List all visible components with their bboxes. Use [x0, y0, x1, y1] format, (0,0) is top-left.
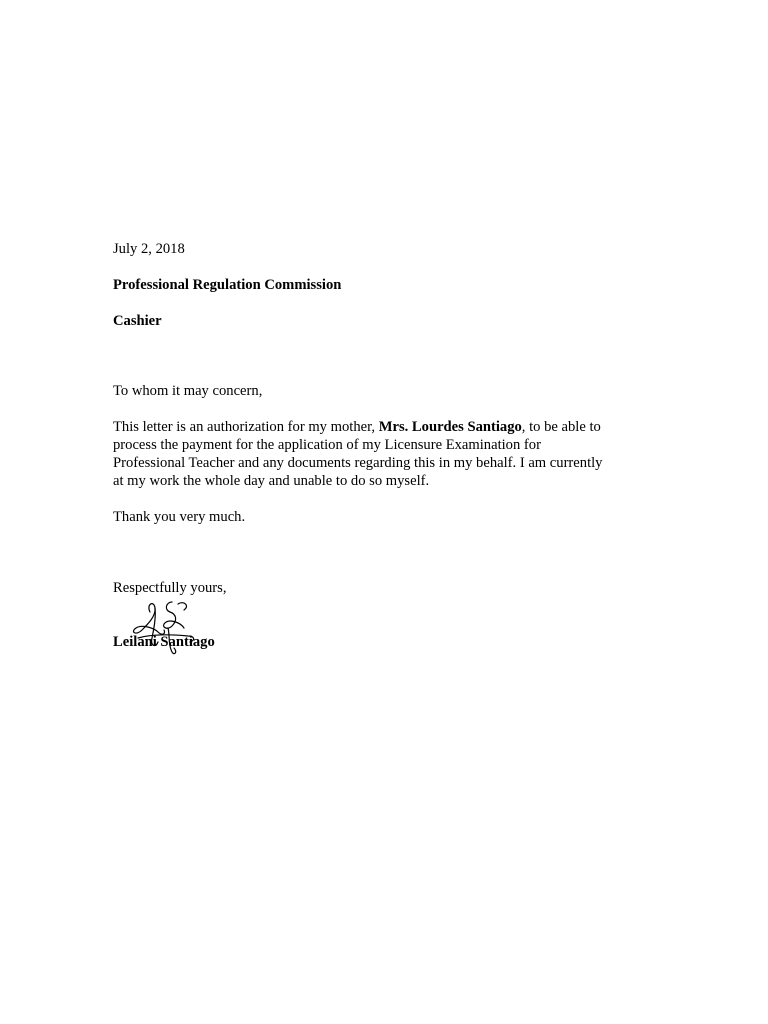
- recipient-organization: Professional Regulation Commission: [113, 277, 342, 293]
- closing-line: Respectfully yours,: [113, 580, 227, 596]
- body-line-1: [113, 418, 633, 436]
- signer-name: Leilani Santiago: [113, 634, 215, 650]
- body-line-2: process the payment for the application of my Licensure Examination for: [113, 437, 541, 453]
- letter-body: [113, 418, 633, 490]
- body-line-4: at my work the whole day and unable to do so myself.: [113, 473, 430, 489]
- thanks-line: Thank you very much.: [113, 509, 246, 525]
- body-line-1-start: This letter is an authorization for my mother,: [113, 419, 379, 435]
- recipient-department: Cashier: [113, 313, 162, 329]
- mother-name: Mrs. Lourdes Santiago: [378, 419, 522, 435]
- body-line-1-end: , to be able to: [521, 419, 601, 435]
- salutation: To whom it may concern,: [113, 383, 263, 399]
- letter-date: July 2, 2018: [113, 241, 185, 257]
- handwritten-signature: [128, 598, 204, 656]
- body-line-3: Professional Teacher and any documents regarding this in my behalf. I am currently: [113, 455, 603, 471]
